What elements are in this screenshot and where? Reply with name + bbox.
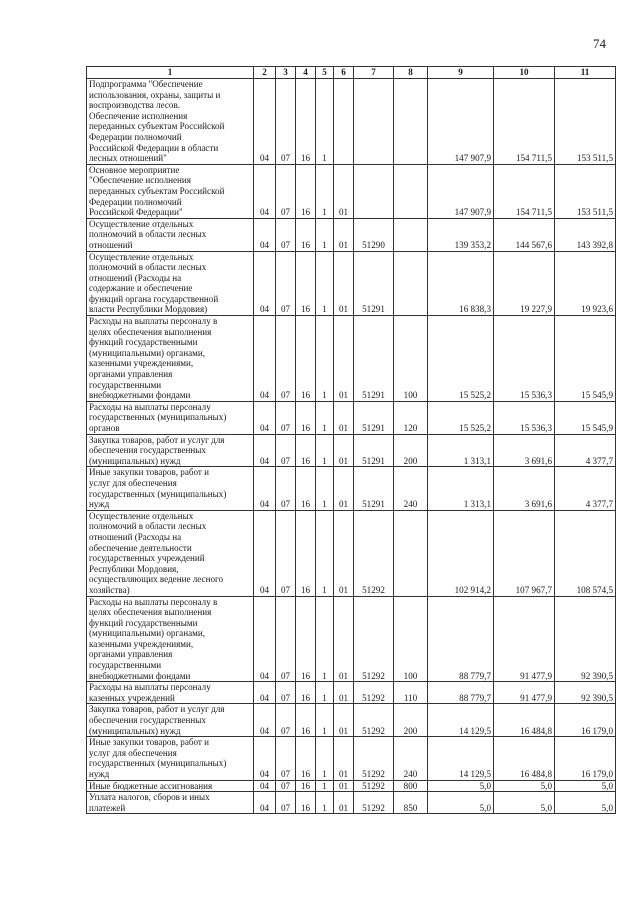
amount-cell-col-9: 5,0 xyxy=(428,780,494,792)
amount-cell-col-9: 102 914,2 xyxy=(428,510,494,596)
code-cell-col-2: 04 xyxy=(254,164,276,218)
row-name-line: государственных (муниципальных) xyxy=(89,758,227,769)
amount-cell-col-11: 16 179,0 xyxy=(555,704,616,737)
code-cell-col-5: 1 xyxy=(316,401,334,434)
row-name-line: полномочий в области лесных xyxy=(89,521,207,532)
code-cell-col-7: 51291 xyxy=(354,251,394,316)
code-cell-col-4: 16 xyxy=(296,401,316,434)
code-cell-col-7: 51291 xyxy=(354,401,394,434)
amount-cell-col-9: 16 838,3 xyxy=(428,251,494,316)
row-name-line: органами управления xyxy=(89,649,173,660)
amount-cell-col-10: 16 484,8 xyxy=(494,737,555,780)
table-row xyxy=(87,780,616,792)
row-name-line: государственных учреждений xyxy=(89,553,205,564)
code-cell-col-6 xyxy=(334,79,354,165)
row-name-line: обеспечения государственных xyxy=(89,715,206,726)
code-cell-col-3: 07 xyxy=(276,316,296,402)
code-cell-col-7: 51292 xyxy=(354,596,394,682)
code-cell-col-7: 51292 xyxy=(354,780,394,792)
amount-cell-col-11: 92 390,5 xyxy=(555,596,616,682)
row-name xyxy=(87,596,254,682)
row-name xyxy=(87,467,254,510)
row-name xyxy=(87,434,254,467)
code-cell-col-4: 16 xyxy=(296,792,316,814)
code-cell-col-2: 04 xyxy=(254,510,276,596)
code-cell-col-8 xyxy=(394,79,428,165)
row-name-line: Республики Мордовия, xyxy=(89,563,179,574)
amount-cell-col-11: 92 390,5 xyxy=(555,682,616,704)
table-row xyxy=(87,467,616,510)
row-name-line: (муниципальными) органами, xyxy=(89,347,206,358)
row-name-line: Осуществление отдельных xyxy=(89,218,194,229)
amount-cell-col-10: 91 477,9 xyxy=(494,596,555,682)
row-name-line: Иные бюджетные ассигнования xyxy=(89,780,213,791)
code-cell-col-6: 01 xyxy=(334,316,354,402)
code-cell-col-6: 01 xyxy=(334,218,354,251)
row-name xyxy=(87,510,254,596)
amount-cell-col-10: 144 567,6 xyxy=(494,218,555,251)
code-cell-col-7 xyxy=(354,164,394,218)
header-col-1: 1 xyxy=(87,67,254,79)
code-cell-col-6: 01 xyxy=(334,251,354,316)
code-cell-col-5: 1 xyxy=(316,792,334,814)
code-cell-col-2: 04 xyxy=(254,467,276,510)
row-name-line: целях обеспечения выполнения xyxy=(89,326,212,337)
amount-cell-col-9: 139 353,2 xyxy=(428,218,494,251)
row-name-line: органов xyxy=(89,423,120,433)
row-name-line: Расходы на выплаты персоналу xyxy=(89,682,211,693)
amount-cell-col-11: 15 545,9 xyxy=(555,401,616,434)
code-cell-col-5: 1 xyxy=(316,218,334,251)
code-cell-col-4: 16 xyxy=(296,467,316,510)
row-name-line: нужд xyxy=(89,499,110,510)
header-col-4: 4 xyxy=(296,67,316,79)
row-name-line: использования, охраны, защиты и xyxy=(89,89,221,100)
row-name-line: Закупка товаров, работ и услуг для xyxy=(89,434,225,445)
row-name xyxy=(87,401,254,434)
code-cell-col-4: 16 xyxy=(296,682,316,704)
amount-cell-col-9: 15 525,2 xyxy=(428,401,494,434)
row-name-line: Закупка товаров, работ и услуг для xyxy=(89,704,225,715)
amount-cell-col-10: 3 691,6 xyxy=(494,467,555,510)
code-cell-col-4: 16 xyxy=(296,596,316,682)
amount-cell-col-9: 1 313,1 xyxy=(428,467,494,510)
code-cell-col-8: 800 xyxy=(394,780,428,792)
table-row xyxy=(87,737,616,780)
row-name-line: услуг для обеспечения xyxy=(89,747,177,758)
row-name-line: государственных (муниципальных) xyxy=(89,412,227,423)
amount-cell-col-10: 16 484,8 xyxy=(494,704,555,737)
code-cell-col-3: 07 xyxy=(276,510,296,596)
row-name-line: содержание и обеспечение xyxy=(89,283,193,294)
code-cell-col-8 xyxy=(394,510,428,596)
row-name-line: Российской Федерации в области xyxy=(89,142,219,153)
row-name-line: переданных субъектам Российской xyxy=(89,185,225,196)
amount-cell-col-9: 147 907,9 xyxy=(428,79,494,165)
row-name-line: нужд xyxy=(89,769,110,779)
table-row xyxy=(87,434,616,467)
code-cell-col-4: 16 xyxy=(296,780,316,792)
header-col-6: 6 xyxy=(334,67,354,79)
code-cell-col-3: 07 xyxy=(276,682,296,704)
code-cell-col-7: 51292 xyxy=(354,510,394,596)
table-row xyxy=(87,316,616,402)
budget-table xyxy=(86,66,616,814)
code-cell-col-8: 110 xyxy=(394,682,428,704)
row-name-line: осуществляющих ведение лесного xyxy=(89,574,224,585)
table-row xyxy=(87,164,616,218)
row-name xyxy=(87,780,254,792)
code-cell-col-7: 51292 xyxy=(354,704,394,737)
row-name-line: Российской Федерации" xyxy=(89,207,183,218)
amount-cell-col-9: 5,0 xyxy=(428,792,494,814)
code-cell-col-4: 16 xyxy=(296,218,316,251)
row-name-line: функций государственными xyxy=(89,337,198,348)
code-cell-col-5: 1 xyxy=(316,737,334,780)
code-cell-col-3: 07 xyxy=(276,434,296,467)
header-col-5: 5 xyxy=(316,67,334,79)
code-cell-col-7: 51291 xyxy=(354,434,394,467)
row-name-line: (муниципальных) нужд xyxy=(89,455,181,466)
code-cell-col-3: 07 xyxy=(276,704,296,737)
code-cell-col-4: 16 xyxy=(296,704,316,737)
amount-cell-col-11: 4 377,7 xyxy=(555,467,616,510)
code-cell-col-5: 1 xyxy=(316,467,334,510)
row-name-line: платежей xyxy=(89,802,126,813)
header-col-2: 2 xyxy=(254,67,276,79)
code-cell-col-6: 01 xyxy=(334,467,354,510)
code-cell-col-2: 04 xyxy=(254,434,276,467)
amount-cell-col-9: 1 313,1 xyxy=(428,434,494,467)
code-cell-col-6: 01 xyxy=(334,401,354,434)
row-name-line: власти Республики Мордовия) xyxy=(89,304,208,315)
code-cell-col-4: 16 xyxy=(296,737,316,780)
code-cell-col-7: 51292 xyxy=(354,737,394,780)
code-cell-col-2: 04 xyxy=(254,792,276,814)
amount-cell-col-9: 15 525,2 xyxy=(428,316,494,402)
table-row xyxy=(87,218,616,251)
row-name-line: полномочий в области лесных xyxy=(89,229,207,240)
code-cell-col-6: 01 xyxy=(334,737,354,780)
code-cell-col-4: 16 xyxy=(296,164,316,218)
row-name-line: Расходы на выплаты персоналу xyxy=(89,401,211,412)
row-name xyxy=(87,704,254,737)
row-name-line: внебюджетными фондами xyxy=(89,390,191,401)
row-name-line: функций органа государственной xyxy=(89,293,219,304)
amount-cell-col-10: 154 711,5 xyxy=(494,79,555,165)
row-name xyxy=(87,79,254,165)
code-cell-col-2: 04 xyxy=(254,780,276,792)
code-cell-col-5: 1 xyxy=(316,434,334,467)
row-name xyxy=(87,316,254,402)
code-cell-col-2: 04 xyxy=(254,401,276,434)
row-name-line: государственными xyxy=(89,379,162,390)
code-cell-col-8 xyxy=(394,218,428,251)
row-name xyxy=(87,792,254,814)
page-number: 74 xyxy=(593,36,606,51)
row-name-line: воспроизводства лесов. xyxy=(89,100,181,111)
table-body xyxy=(87,79,616,814)
code-cell-col-6: 01 xyxy=(334,682,354,704)
code-cell-col-2: 04 xyxy=(254,316,276,402)
amount-cell-col-10: 15 536,3 xyxy=(494,401,555,434)
code-cell-col-5: 1 xyxy=(316,510,334,596)
table-row xyxy=(87,792,616,814)
code-cell-col-6: 01 xyxy=(334,596,354,682)
row-name-line: обеспечения государственных xyxy=(89,445,206,456)
code-cell-col-3: 07 xyxy=(276,164,296,218)
code-cell-col-8: 240 xyxy=(394,737,428,780)
code-cell-col-5: 1 xyxy=(316,164,334,218)
code-cell-col-8: 240 xyxy=(394,467,428,510)
row-name xyxy=(87,737,254,780)
code-cell-col-3: 07 xyxy=(276,780,296,792)
row-name-line: полномочий в области лесных xyxy=(89,262,207,273)
amount-cell-col-10: 107 967,7 xyxy=(494,510,555,596)
amount-cell-col-10: 19 227,9 xyxy=(494,251,555,316)
header-col-9: 9 xyxy=(428,67,494,79)
code-cell-col-4: 16 xyxy=(296,316,316,402)
row-name-line: Основное мероприятие xyxy=(89,164,180,175)
amount-cell-col-11: 108 574,5 xyxy=(555,510,616,596)
amount-cell-col-11: 16 179,0 xyxy=(555,737,616,780)
code-cell-col-6: 01 xyxy=(334,792,354,814)
code-cell-col-2: 04 xyxy=(254,596,276,682)
row-name-line: Осуществление отдельных xyxy=(89,510,194,521)
row-name-line: отношений (Расходы на xyxy=(89,272,182,283)
code-cell-col-4: 16 xyxy=(296,79,316,165)
code-cell-col-3: 07 xyxy=(276,467,296,510)
code-cell-col-6: 01 xyxy=(334,510,354,596)
code-cell-col-7 xyxy=(354,79,394,165)
code-cell-col-8: 200 xyxy=(394,434,428,467)
amount-cell-col-9: 88 779,7 xyxy=(428,682,494,704)
code-cell-col-8: 120 xyxy=(394,401,428,434)
row-name-line: обеспечение деятельности xyxy=(89,542,192,553)
row-name-line: казенными учреждениями, xyxy=(89,358,194,369)
amount-cell-col-9: 14 129,5 xyxy=(428,737,494,780)
code-cell-col-2: 04 xyxy=(254,737,276,780)
code-cell-col-8: 200 xyxy=(394,704,428,737)
row-name-line: Федерации полномочий xyxy=(89,131,182,142)
header-col-3: 3 xyxy=(276,67,296,79)
code-cell-col-5: 1 xyxy=(316,704,334,737)
row-name-line: Обеспечение исполнения xyxy=(89,110,188,121)
code-cell-col-3: 07 xyxy=(276,792,296,814)
amount-cell-col-11: 15 545,9 xyxy=(555,316,616,402)
amount-cell-col-11: 143 392,8 xyxy=(555,218,616,251)
table-row xyxy=(87,682,616,704)
row-name-line: казенных учреждений xyxy=(89,692,175,703)
table-row xyxy=(87,79,616,165)
code-cell-col-8: 100 xyxy=(394,316,428,402)
row-name-line: органами управления xyxy=(89,369,173,380)
code-cell-col-7: 51291 xyxy=(354,467,394,510)
amount-cell-col-9: 147 907,9 xyxy=(428,164,494,218)
header-col-11: 11 xyxy=(555,67,616,79)
code-cell-col-3: 07 xyxy=(276,401,296,434)
row-name-line: Расходы на выплаты персоналу в xyxy=(89,316,218,327)
row-name-line: функций государственными xyxy=(89,617,198,628)
row-name-line: Уплата налогов, сборов и иных xyxy=(89,792,210,803)
row-name-line: казенными учреждениями, xyxy=(89,638,194,649)
row-name-line: лесных отношений" xyxy=(89,153,167,164)
code-cell-col-5: 1 xyxy=(316,596,334,682)
header-col-8: 8 xyxy=(394,67,428,79)
code-cell-col-5: 1 xyxy=(316,79,334,165)
code-cell-col-6: 01 xyxy=(334,780,354,792)
row-name-line: целях обеспечения выполнения xyxy=(89,607,212,618)
header-col-10: 10 xyxy=(494,67,555,79)
row-name-line: государственных (муниципальных) xyxy=(89,488,227,499)
code-cell-col-6: 01 xyxy=(334,704,354,737)
code-cell-col-2: 04 xyxy=(254,682,276,704)
table-row xyxy=(87,704,616,737)
code-cell-col-4: 16 xyxy=(296,510,316,596)
row-name xyxy=(87,682,254,704)
code-cell-col-5: 1 xyxy=(316,251,334,316)
code-cell-col-3: 07 xyxy=(276,218,296,251)
row-name-line: Иные закупки товаров, работ и xyxy=(89,467,210,478)
row-name-line: (муниципальными) органами, xyxy=(89,628,206,639)
amount-cell-col-10: 154 711,5 xyxy=(494,164,555,218)
amount-cell-col-11: 4 377,7 xyxy=(555,434,616,467)
amount-cell-col-9: 14 129,5 xyxy=(428,704,494,737)
table-row xyxy=(87,596,616,682)
header-row xyxy=(87,67,616,79)
code-cell-col-2: 04 xyxy=(254,251,276,316)
code-cell-col-7: 51291 xyxy=(354,316,394,402)
code-cell-col-4: 16 xyxy=(296,251,316,316)
row-name-line: Подпрограмма "Обеспечение xyxy=(89,79,203,89)
code-cell-col-3: 07 xyxy=(276,596,296,682)
row-name-line: Иные закупки товаров, работ и xyxy=(89,737,210,748)
code-cell-col-3: 07 xyxy=(276,737,296,780)
code-cell-col-8 xyxy=(394,164,428,218)
code-cell-col-2: 04 xyxy=(254,704,276,737)
code-cell-col-5: 1 xyxy=(316,316,334,402)
code-cell-col-7: 51292 xyxy=(354,792,394,814)
row-name-line: отношений (Расходы на xyxy=(89,531,182,542)
amount-cell-col-10: 15 536,3 xyxy=(494,316,555,402)
code-cell-col-8: 850 xyxy=(394,792,428,814)
table-row xyxy=(87,401,616,434)
table-row xyxy=(87,510,616,596)
row-name-line: Осуществление отдельных xyxy=(89,251,194,262)
code-cell-col-4: 16 xyxy=(296,434,316,467)
row-name xyxy=(87,164,254,218)
amount-cell-col-10: 3 691,6 xyxy=(494,434,555,467)
amount-cell-col-11: 5,0 xyxy=(555,780,616,792)
amount-cell-col-10: 91 477,9 xyxy=(494,682,555,704)
row-name-line: услуг для обеспечения xyxy=(89,477,177,488)
header-col-7: 7 xyxy=(354,67,394,79)
code-cell-col-8: 100 xyxy=(394,596,428,682)
code-cell-col-3: 07 xyxy=(276,251,296,316)
row-name-line: Расходы на выплаты персоналу в xyxy=(89,596,218,607)
code-cell-col-2: 04 xyxy=(254,79,276,165)
code-cell-col-7: 51290 xyxy=(354,218,394,251)
code-cell-col-5: 1 xyxy=(316,682,334,704)
code-cell-col-6: 01 xyxy=(334,164,354,218)
amount-cell-col-11: 153 511,5 xyxy=(555,79,616,165)
row-name-line: хозяйства) xyxy=(89,584,130,595)
code-cell-col-6: 01 xyxy=(334,434,354,467)
row-name xyxy=(87,218,254,251)
row-name-line: "Обеспечение исполнения xyxy=(89,175,191,186)
amount-cell-col-11: 19 923,6 xyxy=(555,251,616,316)
row-name-line: отношений xyxy=(89,239,133,250)
amount-cell-col-11: 5,0 xyxy=(555,792,616,814)
table-row xyxy=(87,251,616,316)
row-name-line: государственными xyxy=(89,660,162,671)
row-name-line: переданных субъектам Российской xyxy=(89,121,225,132)
code-cell-col-5: 1 xyxy=(316,780,334,792)
amount-cell-col-10: 5,0 xyxy=(494,792,555,814)
row-name-line: (муниципальных) нужд xyxy=(89,725,181,736)
row-name xyxy=(87,251,254,316)
code-cell-col-3: 07 xyxy=(276,79,296,165)
code-cell-col-8 xyxy=(394,251,428,316)
amount-cell-col-10: 5,0 xyxy=(494,780,555,792)
row-name-line: внебюджетными фондами xyxy=(89,670,191,681)
row-name-line: Федерации полномочий xyxy=(89,196,182,207)
amount-cell-col-11: 153 511,5 xyxy=(555,164,616,218)
code-cell-col-7: 51292 xyxy=(354,682,394,704)
amount-cell-col-9: 88 779,7 xyxy=(428,596,494,682)
code-cell-col-2: 04 xyxy=(254,218,276,251)
